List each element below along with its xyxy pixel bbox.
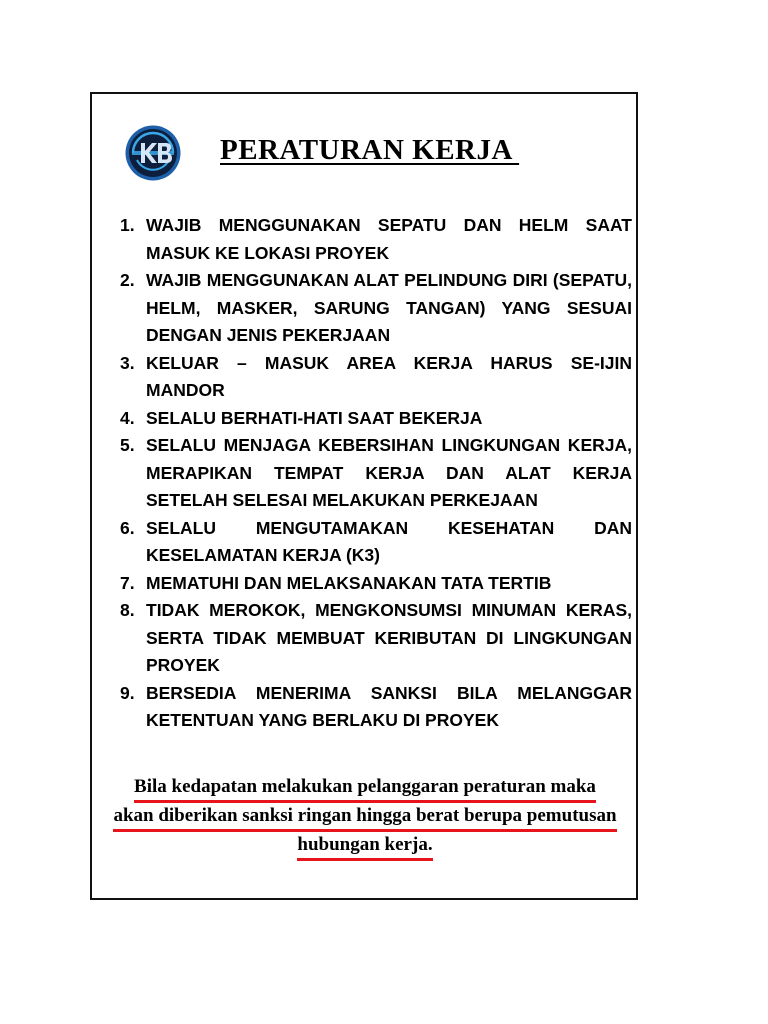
rules-list (120, 212, 632, 735)
notice-line: akan diberikan sanksi ringan hingga berat berupa pemutusan (113, 803, 616, 832)
list-item (120, 570, 632, 598)
rule-number: 5. (120, 435, 135, 455)
rule-text: KELUAR – MASUK AREA KERJA HARUS SE-IJIN MANDOR (146, 352, 632, 400)
rule-number: 7. (120, 572, 135, 593)
notice-line: Bila kedapatan melakukan pelanggaran peraturan maka (134, 774, 596, 803)
rule-number: 3. (120, 352, 135, 373)
rule-text: WAJIB MENGGUNAKAN SEPATU DAN HELM SAAT MASUK KE LOKASI PROYEK (146, 215, 632, 263)
list-item (120, 597, 632, 680)
rule-number: 1. (120, 215, 135, 235)
list-item (120, 432, 632, 515)
notice-line: hubungan kerja. (297, 832, 432, 861)
list-item (120, 515, 632, 570)
rule-text: BERSEDIA MENERIMA SANKSI BILA MELANGGAR KETENTUAN YANG BERLAKU DI PROYEK (146, 682, 632, 730)
rule-text: SELALU MENJAGA KEBERSIHAN LINGKUNGAN KERJA, MERAPIKAN TEMPAT KERJA DAN ALAT KERJA SETELAH SELESAI MELAKUKAN PERKEJAAN (146, 435, 632, 510)
rule-text: SELALU BERHATI-HATI SAAT BEKERJA (146, 407, 483, 428)
rule-number: 8. (120, 600, 135, 620)
rule-text: MEMATUHI DAN MELAKSANAKAN TATA TERTIB (146, 572, 552, 593)
rule-number: 2. (120, 270, 135, 290)
rule-number: 4. (120, 407, 135, 428)
list-item (120, 680, 632, 735)
rule-text: WAJIB MENGGUNAKAN ALAT PELINDUNG DIRI (SEPATU, HELM, MASKER, SARUNG TANGAN) YANG SESUAI DENGAN JENIS PEKERJAAN (146, 270, 632, 345)
page-title: PERATURAN KERJA (220, 134, 520, 166)
list-item (120, 405, 632, 433)
rule-text: SELALU MENGUTAMAKAN KESEHATAN DAN KESELAMATAN KERJA (K3) (146, 517, 632, 565)
rules-poster (90, 92, 638, 900)
rule-number: 9. (120, 682, 135, 703)
list-item (120, 212, 632, 267)
company-logo-icon (124, 124, 182, 182)
rule-text: TIDAK MEROKOK, MENGKONSUMSI MINUMAN KERAS, SERTA TIDAK MEMBUAT KERIBUTAN DI LINGKUNGAN PROYEK (146, 600, 632, 675)
sanction-notice (98, 774, 632, 861)
rule-number: 6. (120, 517, 135, 538)
list-item (120, 267, 632, 350)
list-item (120, 350, 632, 405)
